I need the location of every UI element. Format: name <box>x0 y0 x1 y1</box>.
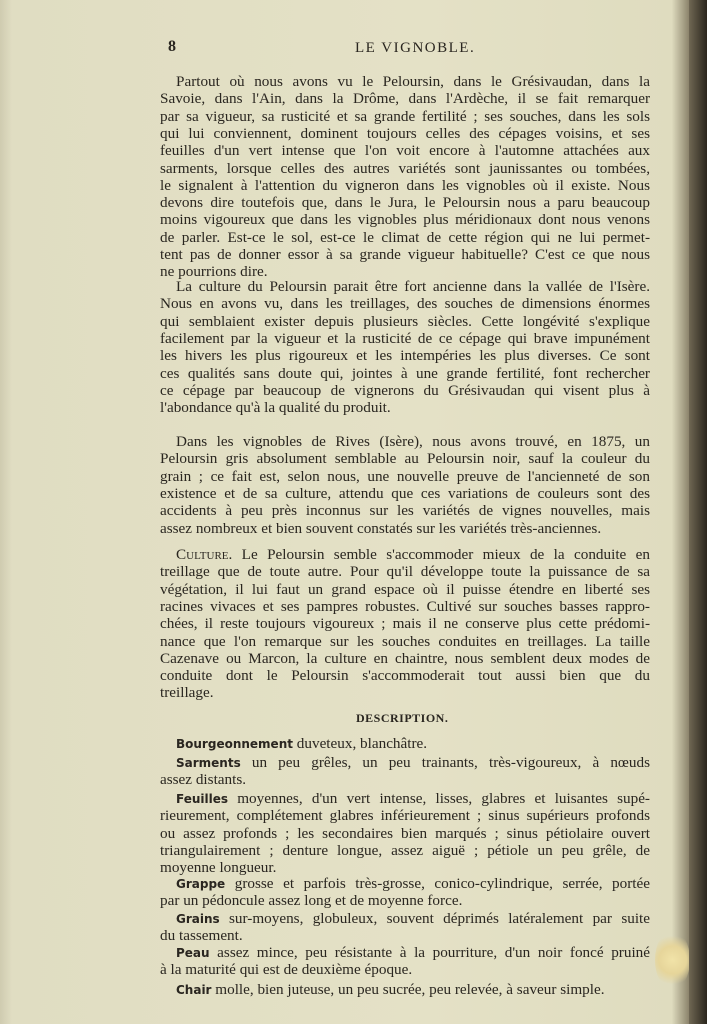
text-line <box>160 246 650 263</box>
description-term: Bourgeonnement <box>176 737 293 751</box>
line-text: nance que l'on remarque sur les souches conduites en treillages. La taille <box>160 632 650 650</box>
line-text: sur-moyens, globuleux, souvent déprimés latéralement par suite <box>219 910 650 927</box>
line-text: racines vivaces et ses pampres robustes. Cultivé sur souches basses rappro- <box>160 597 650 615</box>
text-line <box>160 382 650 399</box>
line-text: existence et de sa culture, attendu que ces variations de couleurs sont des <box>160 484 650 502</box>
description-line <box>176 981 650 999</box>
text-line <box>160 177 650 194</box>
text-line <box>160 160 650 177</box>
line-text: par sa vigueur, sa rusticité et sa grande fertilité ; ses souches, dans les sols <box>160 107 650 125</box>
text-line <box>160 684 650 701</box>
text-line <box>160 330 650 347</box>
line-text: treillage que de toute autre. Pour qu'il développe toute la puissance de sa <box>160 563 650 581</box>
line-text: moyennes, d'un vert intense, lisses, glabres et luisantes supé- <box>228 790 650 807</box>
line-text: rieurement, complétement glabres inférieurement ; sinus supérieurs profonds <box>160 807 650 825</box>
description-term: Chair <box>176 983 212 997</box>
line-text: les hivers les plus rigoureux et les intempéries les plus diverses. Ce sont <box>160 347 650 365</box>
line-text: Partout où nous avons vu le Peloursin, dans le Grésivaudan, dans la <box>176 73 650 90</box>
line-text: ne pourrions dire. <box>160 263 268 281</box>
line-text: par un pédoncule assez long et de moyenne force. <box>160 892 463 910</box>
description-line <box>176 910 650 928</box>
description-line <box>160 771 650 788</box>
line-text: le signalent à l'attention du vigneron dans les vignobles où il existe. Nous <box>160 176 650 194</box>
line-text: devons dire toutefois que, dans le Jura, le Peloursin nous a paru beaucoup <box>160 194 650 212</box>
running-title: LE VIGNOBLE. <box>355 40 476 56</box>
text-line <box>160 295 650 312</box>
line-text: Nous en avons vu, dans les treillages, des souches de dimensions énormes <box>160 295 650 313</box>
description-term: Feuilles <box>176 792 229 806</box>
line-text: triangulairement ; denture longue, assez aiguë ; pétiole un peu grêle, de <box>160 841 650 859</box>
line-text: ces qualités sans doute qui, jointes à une grande fertilité, font rechercher <box>160 364 650 382</box>
description-heading: DESCRIPTION. <box>356 711 449 725</box>
text-line <box>160 581 650 598</box>
line-text: feuilles d'un vert intense que l'on voit encore à l'automne attachées aux <box>160 142 650 160</box>
page-number: 8 <box>168 38 176 55</box>
description-line <box>160 892 650 909</box>
line-text: La culture du Peloursin parait être fort ancienne dans la vallée de l'Isère. <box>176 278 650 295</box>
text-line <box>160 633 650 650</box>
text-line <box>176 73 650 90</box>
line-text: assez distants. <box>160 771 247 789</box>
text-line <box>160 125 650 142</box>
line-text: qui semblaient exister depuis plusieurs siècles. Cette longévité s'explique <box>160 312 650 330</box>
description-term: Grappe <box>176 877 226 891</box>
line-text: Savoie, dans l'Ain, dans la Drôme, dans l'Ardèche, il se fait remarquer <box>160 90 650 108</box>
line-text: grain ; ce fait est, selon nous, une nouvelle preuve de l'ancienneté de son <box>160 467 650 485</box>
page-edge-shadow <box>689 0 707 1024</box>
description-line <box>160 859 650 876</box>
text-line <box>160 313 650 330</box>
line-text: sarments, lorsque celles des autres variétés sont jaunissantes ou tombées, <box>160 159 650 177</box>
section-lead: Culture. <box>176 546 233 563</box>
description-line <box>160 961 650 978</box>
description-line <box>160 825 650 842</box>
line-text: de parler. Est-ce le sol, est-ce le climat de cette région qui ne lui permet- <box>160 228 650 246</box>
description-line <box>160 842 650 859</box>
text-line <box>160 194 650 211</box>
description-line <box>176 944 650 962</box>
description-line <box>160 927 650 944</box>
description-term: Sarments <box>176 756 241 770</box>
description-line <box>160 807 650 824</box>
line-text: ce cépage par beaucoup de vignerons du Grésivaudan qui visent plus à <box>160 381 650 399</box>
description-line <box>176 754 650 772</box>
text-line <box>176 278 650 295</box>
text-line <box>160 347 650 364</box>
line-text: chées, il reste toujours vigoureux ; mais il ne conserve plus cette prédomi- <box>160 615 650 633</box>
line-text: facilement par la vigueur et la rusticité de ce cépage qui brave impunément <box>160 329 650 347</box>
text-line <box>176 546 650 563</box>
line-text: moins vigoureux que dans les vignobles plus méridionaux dont nous venons <box>160 211 650 229</box>
text-line <box>160 211 650 228</box>
line-text: du tassement. <box>160 927 243 945</box>
text-line <box>160 485 650 502</box>
text-line <box>160 615 650 632</box>
text-line <box>160 142 650 159</box>
text-line <box>160 108 650 125</box>
line-text: Dans les vignobles de Rives (Isère), nous avons trouvé, en 1875, un <box>176 433 650 450</box>
text-line <box>160 450 650 467</box>
line-text: Peloursin gris absolument semblable au Peloursin noir, sauf la couleur du <box>160 450 650 468</box>
description-line <box>176 875 650 893</box>
line-text: végétation, il lui faut un grand espace où il puisse étendre en liberté ses <box>160 580 650 598</box>
line-text: duveteux, blanchâtre. <box>292 735 428 752</box>
line-text: molle, bien juteuse, un peu sucrée, peu relevée, à saveur simple. <box>211 981 605 998</box>
text-line <box>176 433 650 450</box>
line-text: ou assez profonds ; les secondaires bien marqués ; sinus pétiolaire ouvert <box>160 824 650 842</box>
line-text: assez mince, peu résistante à la pourriture, d'un noir foncé pruiné <box>209 944 650 961</box>
text-line <box>160 502 650 519</box>
line-text: un peu grêles, un peu trainants, très-vigoureux, à nœuds <box>240 754 650 771</box>
line-text: Le Peloursin semble s'accommoder mieux de la conduite en <box>232 546 650 563</box>
line-text: moyenne longueur. <box>160 859 277 877</box>
description-term: Peau <box>176 946 210 960</box>
text-line <box>160 229 650 246</box>
line-text: à la maturité qui est de deuxième époque. <box>160 961 413 979</box>
text-line <box>160 468 650 485</box>
line-text: treillage. <box>160 684 214 702</box>
text-line <box>160 399 650 416</box>
description-line <box>176 735 650 753</box>
line-text: l'abondance qu'à la qualité du produit. <box>160 399 391 417</box>
text-line <box>160 563 650 580</box>
line-text: conduite dont le Peloursin s'accommoderait tout aussi bien que du <box>160 667 650 685</box>
description-line <box>176 790 650 808</box>
line-text: Cazenave ou Marcon, la culture en chaintre, nous semblent deux modes de <box>160 649 650 667</box>
text-line <box>160 650 650 667</box>
description-term: Grains <box>176 912 220 926</box>
line-text: tent pas de donner essor à sa grande vigueur habituelle? C'est ce que nous <box>160 246 650 263</box>
text-line <box>160 520 650 537</box>
line-text: qui lui conviennent, dominent toujours celles des cépages voisins, et ses <box>160 124 650 142</box>
line-text: accidents à peu près inconnus sur les variétés de vignes nouvelles, mais <box>160 502 650 520</box>
text-line <box>160 365 650 382</box>
line-text: grosse et parfois très-grosse, conico-cylindrique, serrée, portée <box>225 875 650 892</box>
line-text: assez nombreux et bien souvent constatés sur les variétés très-anciennes. <box>160 519 602 537</box>
page-stain <box>655 930 690 990</box>
text-line <box>160 90 650 107</box>
text-line <box>160 598 650 615</box>
text-line <box>160 667 650 684</box>
